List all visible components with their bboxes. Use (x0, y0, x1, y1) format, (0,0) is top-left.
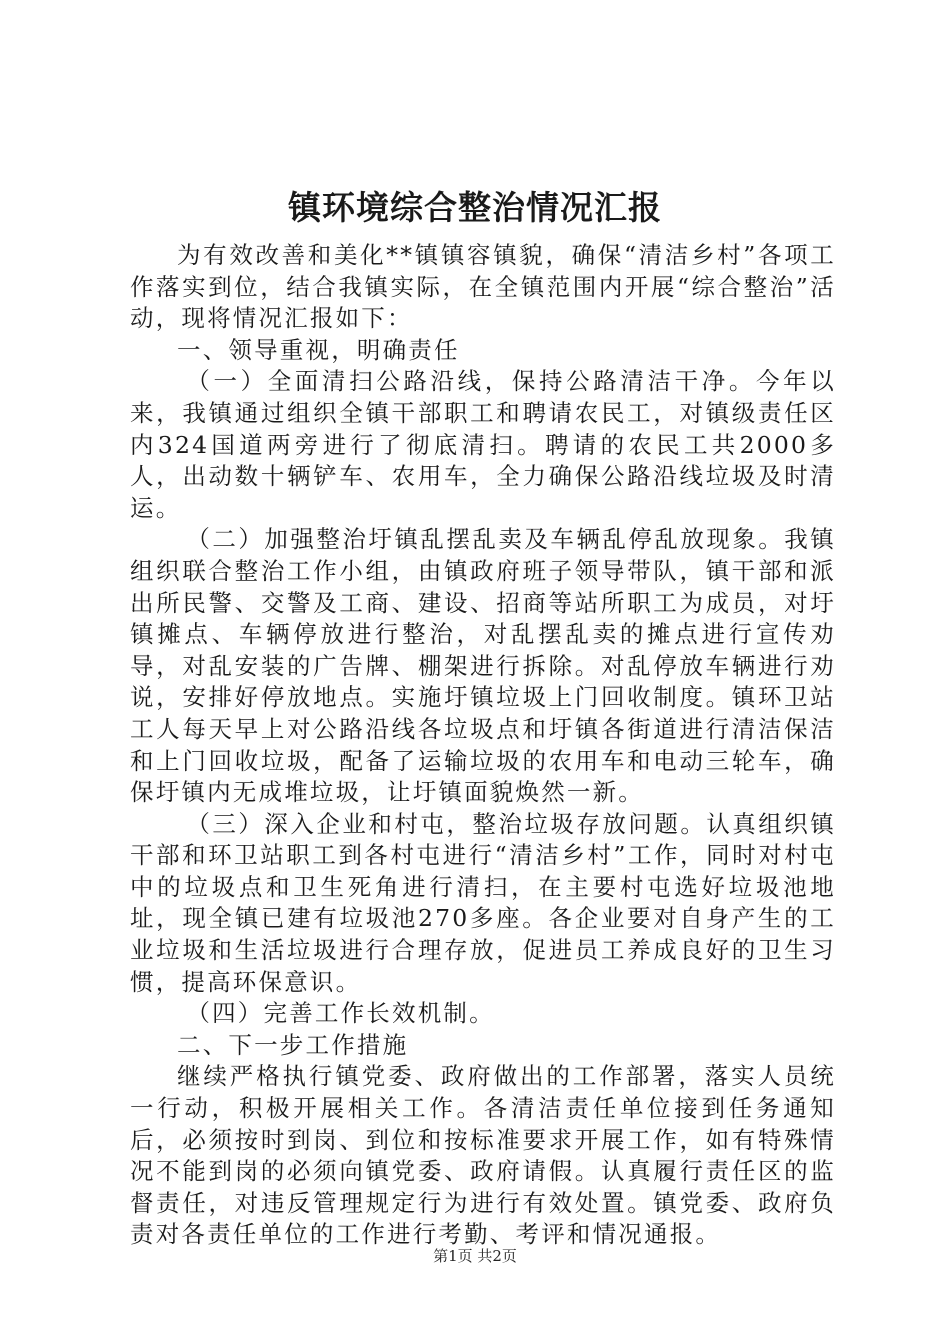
subsection-2-paragraph: （二）加强整治圩镇乱摆乱卖及车辆乱停乱放现象。我镇组织联合整治工作小组，由镇政府班子领导带队，镇干部和派出所民警、交警及工商、建设、招商等站所职工为成员，对圩镇摊点、车辆停放进行整治，对乱摆乱卖的摊点进行宣传劝导，对乱安装的广告牌、棚架进行拆除。对乱停放车辆进行劝说，安排好停放地点。实施圩镇垃圾上门回收制度。镇环卫站工人每天早上对公路沿线各垃圾点和圩镇各街道进行清洁保洁和上门回收垃圾，配备了运输垃圾的农用车和电动三轮车，确保圩镇内无成堆垃圾，让圩镇面貌焕然一新。 (130, 525, 836, 807)
subsection-1-paragraph: （一）全面清扫公路沿线，保持公路清洁干净。今年以来，我镇通过组织全镇干部职工和聘请农民工，对镇级责任区内324国道两旁进行了彻底清扫。聘请的农民工共2000多人，出动数十辆铲车、农用车，全力确保公路沿线垃圾及时清运。 (130, 367, 836, 522)
subsection-3-paragraph: （三）深入企业和村屯，整治垃圾存放问题。认真组织镇干部和环卫站职工到各村屯进行“清洁乡村”工作，同时对村屯中的垃圾点和卫生死角进行清扫，在主要村屯选好垃圾池地址，现全镇已建有垃圾池270多座。各企业要对自身产生的工业垃圾和生活垃圾进行合理存放，促进员工养成良好的卫生习惯，提高环保意识。 (130, 809, 836, 996)
page-number-footer: 第1页 共2页 (433, 1247, 517, 1265)
next-steps-paragraph: 继续严格执行镇党委、政府做出的工作部署，落实人员统一行动，积极开展相关工作。各清洁责任单位接到任务通知后，必须按时到岗、到位和按标准要求开展工作，如有特殊情况不能到岗的必须向镇党委、政府请假。认真履行责任区的监督责任，对违反管理规定行为进行有效处置。镇党委、政府负责对各责任单位的工作进行考勤、考评和情况通报。 (130, 1062, 836, 1249)
subsection-4-paragraph: （四）完善工作长效机制。 (186, 999, 495, 1028)
intro-paragraph: 为有效改善和美化**镇镇容镇貌，确保“清洁乡村”各项工作落实到位，结合我镇实际，在全镇范围内开展“综合整治”活动，现将情况汇报如下： (130, 241, 836, 333)
section-heading-2: 二、下一步工作措施 (177, 1030, 409, 1059)
section-heading-1: 一、领导重视，明确责任 (177, 335, 460, 364)
document-body (130, 240, 836, 1251)
document-title: 镇环境综合整治情况汇报 (288, 188, 662, 227)
